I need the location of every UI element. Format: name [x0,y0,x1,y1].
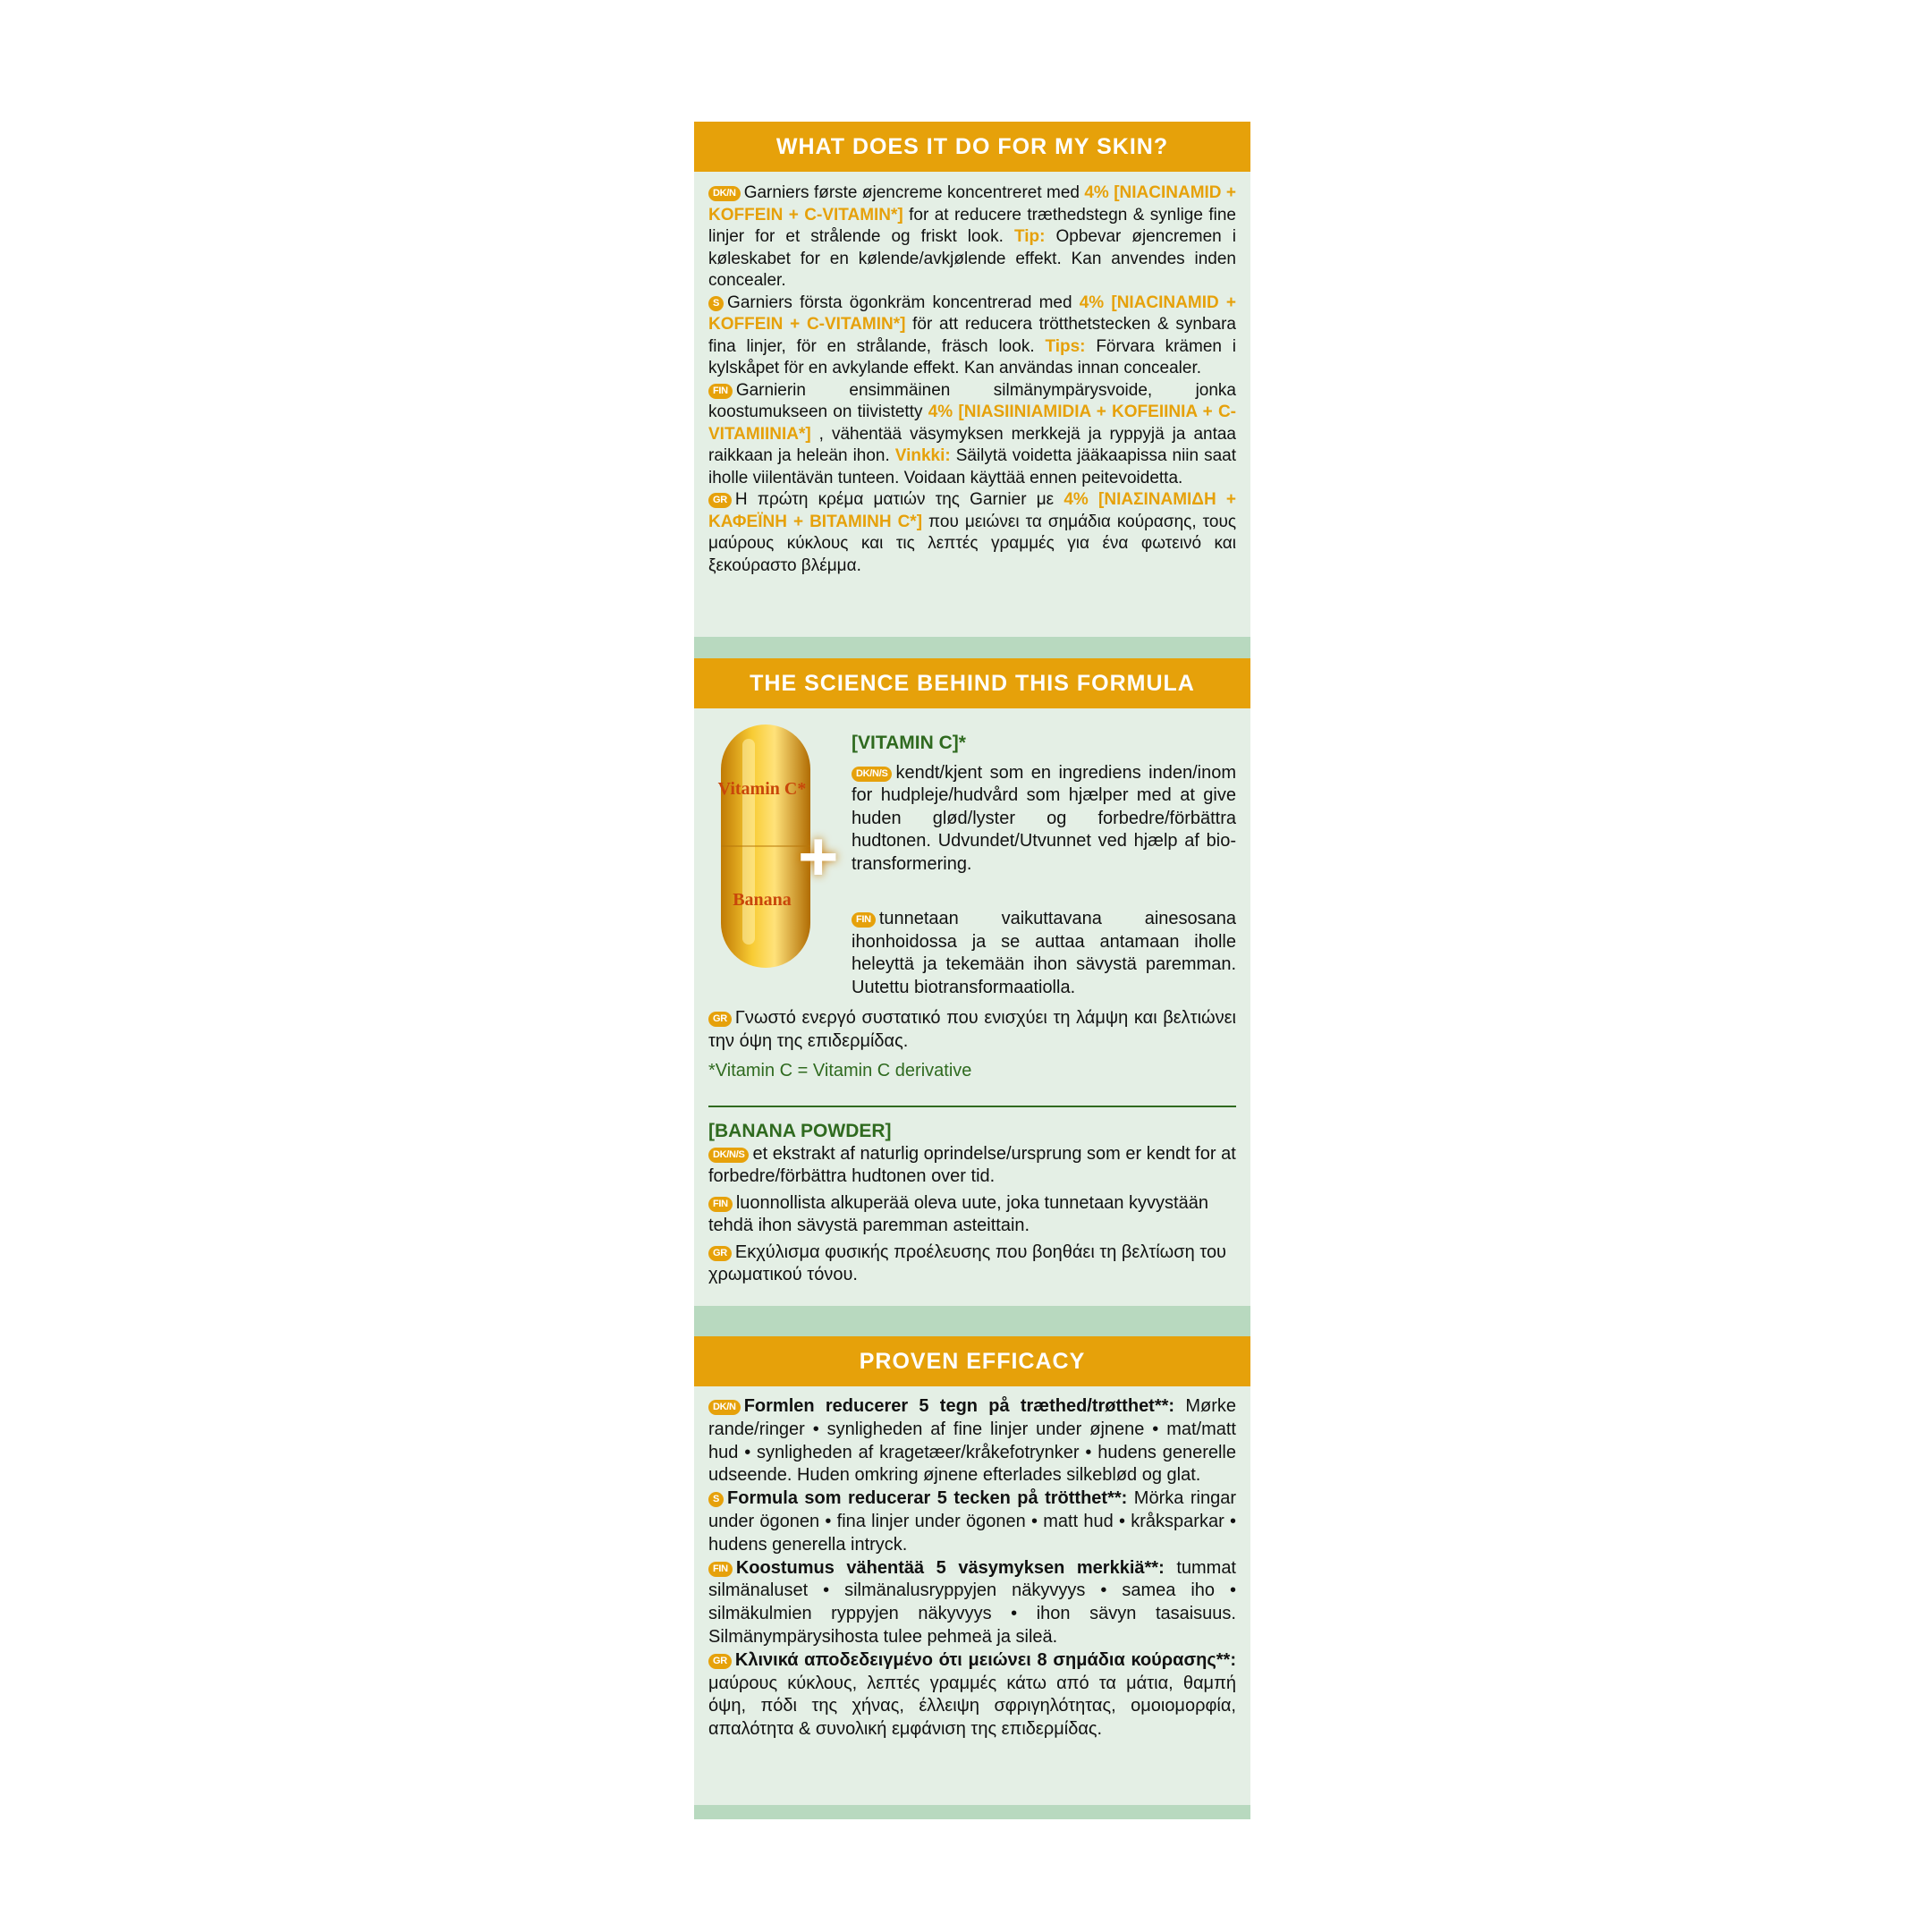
divider-band [694,637,1250,658]
text: Η πρώτη κρέμα ματιών της Garnier με [734,490,1064,509]
capsule-top-label: Vitamin C* [717,779,807,799]
skin-fin-paragraph [708,380,1236,490]
text: Förvara krämen i kylskåpet för en avkylande effekt. Kan användas innan concealer. [708,336,1237,377]
text: luonnollista alkuperää oleva uute, joka tunnetaan kyvystään tehdä ihon sävystä paremman asteittain. [708,1192,1208,1235]
text: Garniers första ögonkräm koncentrerad med [727,292,1080,312]
text: for at reducere træthedstegn & synlige fine linjer for et strålende og friskt look. [708,205,1236,246]
banana-gr [708,1241,1236,1287]
lang-badge-dk: DK/N [708,1400,741,1415]
vitamin-c-note: *Vitamin C = Vitamin C derivative [708,1061,972,1080]
text: Opbevar øjencremen i køleskabet for en kølende/avkjølende effekt. Kan anvendes inden concealer. [708,227,1236,290]
tip-label: Vinkki: [894,446,951,465]
lang-badge-s: S [708,296,724,311]
text: et ekstrakt af naturlig oprindelse/ursprung som er kendt for at forbedre/förbättra hudtonen over tid. [708,1143,1236,1186]
text: μαύρους κύκλους, λεπτές γραμμές κάτω από τα μάτια, θαμπή όψη, πόδι της χήνας, έλλειψη σφριγηλότητας, ομοιομορφία, απαλότητα & συνολική εμφάνιση της επιδερμίδας. [708,1673,1236,1740]
vitamin-c-fin [852,908,1236,999]
lang-badge-dk: DK/N [708,186,741,201]
lang-badge-gr: GR [708,1012,732,1027]
lang-badge-gr: GR [708,1246,732,1261]
lang-badge-gr: GR [708,1654,732,1669]
text: , vähentää väsymyksen merkkejä ja ryppyjä ja antaa raikkaan ja heleän ihon. [708,424,1236,465]
lead: Koostumus vähentää 5 väsymyksen merkkiä**: [735,1557,1165,1578]
lang-badge-fin: FIN [708,1562,733,1577]
section-header-science: THE SCIENCE BEHIND THIS FORMULA [694,658,1250,708]
section-divider-line [708,1106,1236,1107]
lang-badge-dk: DK/N/S [708,1148,749,1163]
highlight: 4% [ΝΙΑΣΙΝΑΜΙΔΗ + ΚΑΦΕΪΝΗ + ΒΙΤΑΜΙΝΗ C*] [708,490,1236,531]
skin-text-block [708,182,1236,577]
banana-block [708,1120,1236,1287]
text: Mörka ringar under ögonen • fina linjer under ögonen • matt hud • kråksparkar • hudens generella intryck. [708,1488,1236,1555]
text: tummat silmänaluset • silmänalusryppyjen näkyvyys • samea iho • silmäkulmien ryppyjen näkyvyys • ihon sävyn tasaisuus. Silmänympärysihosta tulee pehmeä ja sileä. [708,1557,1236,1647]
efficacy-dk [708,1395,1236,1487]
tip-label: Tip: [1013,227,1046,246]
text: Säilytä voidetta jääkaapissa niin saat iholle viilentävän tunteen. Voidaan käyttää ennen peitevoidetta. [708,446,1236,487]
vitamin-c-fin-block [852,908,1236,999]
efficacy-fin [708,1557,1236,1649]
divider-band [694,1306,1250,1336]
text: Εκχύλισμα φυσικής προέλευσης που βοηθάει τη βελτίωση του χρωματικού τόνου. [708,1241,1226,1284]
divider-band [694,1805,1250,1819]
text: που μειώνει τα σημάδια κούρασης, τους μαύρους κύκλους και τις λεπτές γραμμές για ένα φωτεινό και ξεκούραστο βλέμμα. [708,512,1237,575]
banana-title: [BANANA POWDER] [708,1121,892,1141]
section-header-efficacy: PROVEN EFFICACY [694,1336,1250,1386]
highlight: 4% [NIASIINIAMIDIA + KOFEIINIA + C-VITAMIINIA*] [708,402,1236,444]
lang-badge-fin: FIN [708,384,733,399]
lang-badge-s: S [708,1492,724,1507]
vitamin-c-gr-block [708,1007,1236,1083]
efficacy-text-block [708,1395,1236,1741]
tip-label: Tips: [1045,336,1086,356]
text: Garnierin ensimmäinen silmänympärysvoide, jonka koostumukseen on tiivistetty [708,380,1236,421]
efficacy-gr [708,1649,1236,1741]
text: Mørke rande/ringer • synligheden af fine linjer under øjnene • mat/matt hud • synligheden af kragetæer/kråkefotrynker • hudens generelle udseende. Huden omkring øjnene efterlades silkeblød og glat. [708,1396,1237,1486]
text: Γνωστό ενεργό συστατικό που ενισχύει τη λάμψη και βελτιώνει την όψη της επιδερμίδας. [708,1008,1236,1051]
vitamin-c-title: [VITAMIN C]* [852,733,966,753]
vitamin-c-dk [852,762,1236,877]
highlight: 4% [NIACINAMID + KOFFEIN + C-VITAMIN*] [708,292,1236,334]
skin-gr-paragraph [708,489,1236,577]
skin-dk-paragraph [708,182,1236,292]
vitamin-c-block [852,732,1236,883]
vitamin-c-gr [708,1007,1236,1053]
lang-badge-gr: GR [708,493,732,508]
banana-fin [708,1192,1236,1238]
capsule-bottom-label: Banana [733,890,792,910]
lang-badge-fin: FIN [852,912,876,928]
text: tunnetaan vaikuttavana ainesosana ihonhoidossa ja se auttaa antamaan iholle heleyttä ja tekemään ihon sävystä paremman. Uutettu biotransformaatiolla. [852,909,1236,997]
efficacy-s [708,1487,1236,1556]
highlight: 4% [NIACINAMID + KOFFEIN + C-VITAMIN*] [708,183,1236,225]
plus-icon: + [798,817,839,895]
text: kendt/kjent som en ingrediens inden/inom for hudpleje/hudvård som hjælper med at give huden glød/lyster og forbedre/förbättra hudtonen. Udvundet/Utvunnet ved hjælp af bio-transformering. [852,762,1236,874]
banana-dk [708,1143,1236,1189]
skin-s-paragraph [708,292,1236,380]
text: Garniers første øjencreme koncentreret med [743,183,1085,202]
section-header-skin: WHAT DOES IT DO FOR MY SKIN? [694,122,1250,172]
lang-badge-dk: DK/N/S [852,767,892,782]
lead: Formlen reducerer 5 tegn på træthed/trøtthet**: [743,1396,1175,1416]
lead: Formula som reducerar 5 tecken på trötthet**: [727,1488,1128,1509]
lead: Κλινικά αποδεδειγμένο ότι μειώνει 8 σημάδια κούρασης**: [734,1649,1236,1670]
text: för att reducera trötthetstecken & synbara fina linjer, för en strålande, fräsch look. [708,315,1236,356]
lang-badge-fin: FIN [708,1197,733,1212]
